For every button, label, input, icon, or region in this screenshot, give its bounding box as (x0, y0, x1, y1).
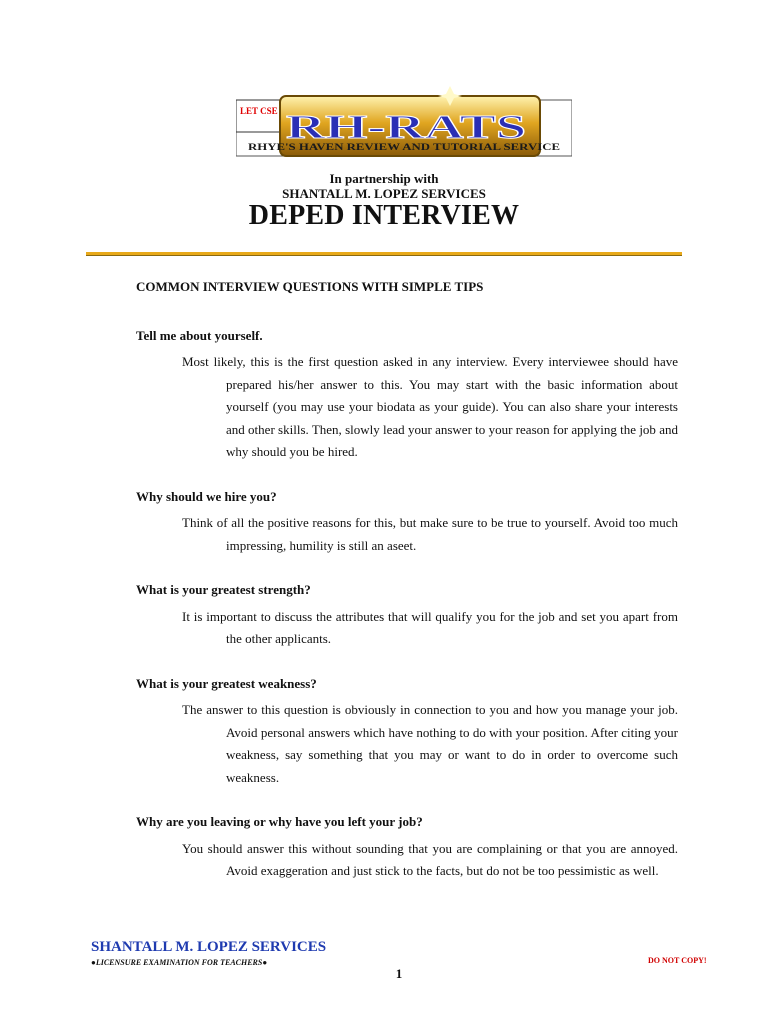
question-heading: What is your greatest weakness? (136, 675, 317, 691)
answer-paragraph: The answer to this question is obviously in connection to you and how you manage your job. Avoid personal answers which have nothing to do with your position. After citing your weakness, say something that you may or want to do in order to overcome such weakness. (182, 702, 678, 785)
qa-item (136, 486, 678, 558)
qa-item (136, 579, 678, 651)
header-divider-shadow (86, 255, 682, 256)
partnership-text: In partnership with (329, 171, 439, 186)
rh-rats-logo (236, 86, 572, 160)
footer-subtitle: ●LICENSURE EXAMINATION FOR TEACHERS● (91, 958, 268, 967)
answer-paragraph: It is important to discuss the attributes that will qualify you for the job and set you apart from the other applicants. (182, 608, 678, 646)
answer-paragraph: You should answer this without sounding that you are complaining or that you are annoyed. Avoid exaggeration and just stick to the facts, but do not be too pessimistic as well. (182, 840, 678, 878)
do-not-copy-notice: DO NOT COPY! (648, 956, 707, 965)
logo-badge-text: LET CSE (240, 106, 278, 116)
footer-company-name: SHANTALL M. LOPEZ SERVICES (91, 939, 327, 955)
question-heading: Why should we hire you? (136, 488, 277, 504)
question-heading: Why are you leaving or why have you left your job? (136, 814, 423, 829)
question-heading: Tell me about yourself. (136, 327, 263, 343)
question-heading: What is your greatest strength? (136, 582, 311, 597)
qa-item (136, 811, 678, 883)
section-heading: COMMON INTERVIEW QUESTIONS WITH SIMPLE TIPS (136, 279, 484, 294)
answer-paragraph: Most likely, this is the first question asked in any interview. Every interviewee should have prepared his/her answer to this. You may start with the basic information about yourself (you may use your biodata as your guide). You can also share your interests and other skills. Then, slowly lead your answer to your reason for applying the job and why should you be hired. (182, 354, 678, 459)
document-body (136, 276, 678, 905)
logo-tagline-text: RHYE'S HAVEN REVIEW AND TUTORIAL SERVICE (248, 142, 560, 152)
logo-name-text: RH-RATS (286, 109, 526, 146)
qa-item (136, 325, 678, 464)
qa-item (136, 673, 678, 790)
partner-company-name: SHANTALL M. LOPEZ SERVICES (282, 186, 486, 201)
page-title: DEPED INTERVIEW (248, 200, 520, 231)
answer-paragraph: Think of all the positive reasons for this, but make sure to be true to yourself. Avoid too much impressing, humility is still an aseet. (182, 515, 678, 553)
page-number: 1 (395, 966, 403, 981)
